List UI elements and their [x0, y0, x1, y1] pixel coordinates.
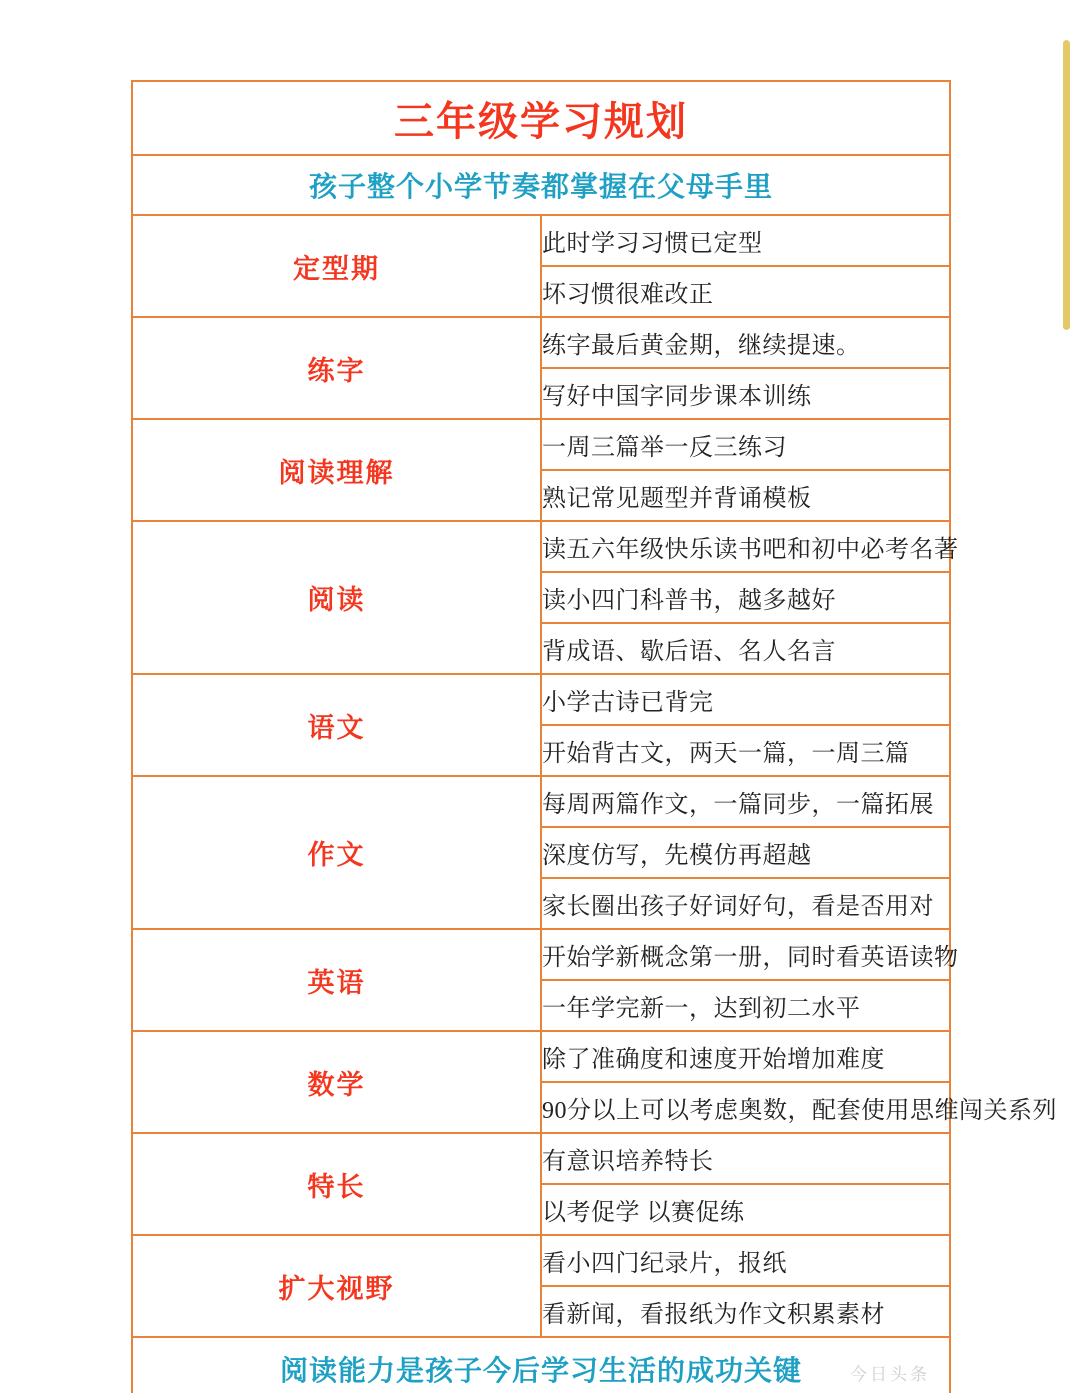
- plan-item-cell: 读五六年级快乐读书吧和初中必考名著: [541, 521, 950, 572]
- category-cell: 练字: [132, 317, 541, 419]
- plan-item-cell: 背成语、歇后语、名人名言: [541, 623, 950, 674]
- plan-item-cell: 此时学习习惯已定型: [541, 215, 950, 266]
- plan-item-cell: 一年学完新一，达到初二水平: [541, 980, 950, 1031]
- category-cell: 扩大视野: [132, 1235, 541, 1337]
- table-title-row: [132, 81, 950, 155]
- table-row: [132, 674, 950, 725]
- study-plan-table: [131, 80, 1057, 1393]
- table-row: [132, 1235, 950, 1286]
- plan-item-cell: 读小四门科普书，越多越好: [541, 572, 950, 623]
- plan-item-cell: 除了准确度和速度开始增加难度: [541, 1031, 950, 1082]
- category-cell: 特长: [132, 1133, 541, 1235]
- plan-item-cell: 深度仿写，先模仿再超越: [541, 827, 950, 878]
- plan-item-cell: 坏习惯很难改正: [541, 266, 950, 317]
- plan-item-cell: 90分以上可以考虑奥数，配套使用思维闯关系列: [541, 1082, 950, 1133]
- plan-item-cell: 看小四门纪录片，报纸: [541, 1235, 950, 1286]
- table-row: [132, 521, 950, 572]
- plan-item-cell: 练字最后黄金期，继续提速。: [541, 317, 950, 368]
- category-cell: 阅读: [132, 521, 541, 674]
- table-footer: [132, 1337, 950, 1393]
- plan-item-cell: 小学古诗已背完: [541, 674, 950, 725]
- plan-item-cell: 家长圈出孩子好词好句，看是否用对: [541, 878, 950, 929]
- vertical-scrollbar[interactable]: [1063, 40, 1070, 330]
- table-row: [132, 1031, 950, 1082]
- category-cell: 语文: [132, 674, 541, 776]
- table-row: [132, 776, 950, 827]
- category-cell: 数学: [132, 1031, 541, 1133]
- page-title: 三年级学习规划: [132, 81, 950, 155]
- table-row: [132, 1133, 950, 1184]
- category-cell: 作文: [132, 776, 541, 929]
- category-cell: 阅读理解: [132, 419, 541, 521]
- category-cell: 英语: [132, 929, 541, 1031]
- watermark: 今日头条: [850, 1365, 930, 1384]
- plan-item-cell: 开始背古文，两天一篇，一周三篇: [541, 725, 950, 776]
- table-row: [132, 215, 950, 266]
- plan-item-cell: 看新闻，看报纸为作文积累素材: [541, 1286, 950, 1337]
- plan-item-cell: 开始学新概念第一册，同时看英语读物: [541, 929, 950, 980]
- table-footer-row: [132, 1337, 950, 1393]
- table-row: [132, 929, 950, 980]
- plan-item-cell: 有意识培养特长: [541, 1133, 950, 1184]
- table-row: [132, 317, 950, 368]
- plan-item-cell: 熟记常见题型并背诵模板: [541, 470, 950, 521]
- category-cell: 定型期: [132, 215, 541, 317]
- page-subtitle: 孩子整个小学节奏都掌握在父母手里: [132, 155, 950, 215]
- study-plan-table-container: [131, 80, 1057, 1393]
- plan-item-cell: 以考促学 以赛促练: [541, 1184, 950, 1235]
- page-footer-note: 阅读能力是孩子今后学习生活的成功关键: [132, 1337, 950, 1393]
- plan-item-cell: 一周三篇举一反三练习: [541, 419, 950, 470]
- plan-item-cell: 写好中国字同步课本训练: [541, 368, 950, 419]
- plan-item-cell: 每周两篇作文，一篇同步，一篇拓展: [541, 776, 950, 827]
- table-row: [132, 419, 950, 470]
- table-subtitle-row: [132, 155, 950, 215]
